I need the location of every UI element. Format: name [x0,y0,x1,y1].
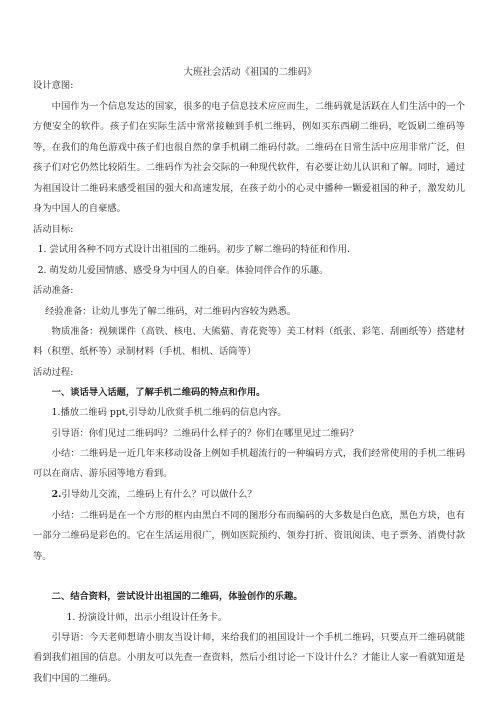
summary-text-2: 小结：二维码是在一个方形的框内由黑白不同的图形分布而编码的大多数是白色底，黑色方块，也有一部分二维码是彩色的。它在生活运用很广，例如医院预约、领券打折、资讯阅读、电子票务、消费付款等。 [33,510,465,562]
goals-heading: 活动目标: [33,224,74,235]
goal-item-1: 1. 尝试用各种不同方式设计出祖国的二维码。初步了解二维码的特征和作用. [37,244,350,255]
guide-text-1: 引导语：你们见过二维码吗？二维码什么样子的？你们在哪里见过二维码？ [51,428,359,439]
process-heading: 活动过程: [33,367,74,378]
step-1-2-number: 2. [51,489,62,500]
design-intent-paragraph: 中国作为一个信息发达的国家，很多的电子信息技术应应而生，二维码就是活跃在人们生活中的一个方便安全的软件。孩子们在实际生活中常常接触到手机二维码，例如买东西刷二维码，吃饭刷二维码等等，在我们的角色游戏中孩子们也很自然的拿手机刷二维码付款。二维码在日常生活中应用非常广泛，但孩子们对它仍然比较陌生。二维码作为社会交际的一种现代软件，有必要让幼儿认识和了解。同时，通过为祖国设计二维码来感受祖国的强大和高速发展，在孩子幼小的心灵中播种一颗爱祖国的种子，激发幼儿身为中国人的自豪感。 [33,101,465,215]
goal-item-2: 2. 萌发幼儿爱国情感、感受身为中国人的自豪。体验同伴合作的乐趣。 [37,265,329,276]
prep-experience: 经验准备：让幼儿事先了解二维码，对二维码内容较为熟悉。 [45,306,297,317]
step-1-2 [33,485,465,505]
prep-heading: 活动准备: [33,285,74,296]
step-1-2-text: 引导幼儿交流，二维码上有什么？可以做什么？ [61,489,257,500]
document-title: 大班社会活动《祖国的二维码》 [183,67,317,78]
section-2-heading: 二、结合资料，尝试设计出祖国的二维码，体验创作的乐趣。 [51,591,303,602]
summary-text-1: 小结：二维码是一近几年来移动设备上例如手机超流行的一种编码方式，我们经常使用的手机二维码可以在商店、游乐园等地方看到。 [33,448,465,480]
prep-materials: 物质准备：视频课件（高铁、核电、大熊猫、青花瓷等）美工材料（纸张、彩笔、刮画纸等）搭建材料（积塑、纸杯等）录制材料（手机、相机、话筒等） [33,326,465,358]
section-1-heading: 一、谈话导入话题，了解手机二维码的特点和作用。 [51,387,266,398]
step-2-1: 1. 扮演设计师，出示小组设计任务卡。 [66,612,228,623]
step-1-1: 1.播放二维码 ppt,引导幼儿欣赏手机二维码的信息内容。 [51,407,287,418]
design-intent-heading: 设计意图: [33,80,74,91]
guide-text-2: 引导语：今天老师想请小朋友当设计师，来给我们的祖国设计一个手机二维码，只要点开二维码就能看到我们祖国的信息。小朋友可以先查一查资料，然后小组讨论一下设计什么？才能让人家一看就知道是我们中国的二维码。 [33,632,465,684]
